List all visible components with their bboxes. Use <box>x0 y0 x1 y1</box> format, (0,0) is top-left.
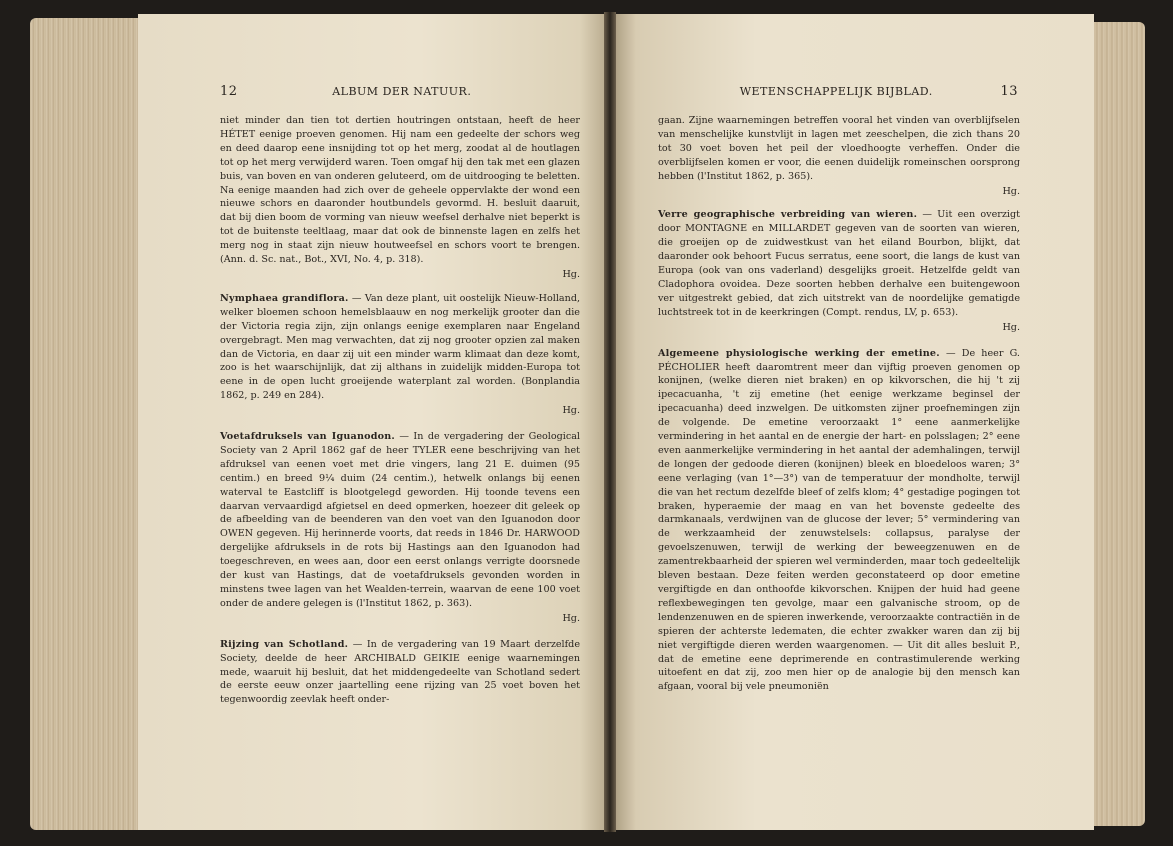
signature: Hg. <box>562 612 580 624</box>
right-running-head <box>658 84 1018 99</box>
right-page <box>612 14 1094 830</box>
article-body: — In de vergadering der Geological Society van 2 April 1862 gaf de heer TYLER eene beschrijving van het afdruksel van eenen voet met drie vingers, lang 21 E. duimen (95 centim.) en breed 9¼ duim (24 centim.), hetwelk onlangs bij eenen waterval te Eastcliff is blootgelegd geworden. Hij toonde tevens een daarvan vervaardigd afgietsel en deed opmerken, hoezeer dit geleek op de afbeelding van de beenderen van den voet van den Iguanodon door OWEN gegeven. Hij herinnerde voorts, dat reeds in 1846 Dr. HARWOOD dergelijke afdruksels in de rots bij Hastings aan den Iguanodon had toegeschreven, en wees aan, door een eerst onlangs verrigte doorsnede der kust van Hastings, dat de voetafdruksels gevonden worden in minstens twee lagen van het Wealden-terrein, waarvan de eene 100 voet onder de andere gelegen is (l'Institut 1862, p. 363). <box>220 431 580 609</box>
left-running-title: ALBUM DER NATUUR. <box>332 85 472 98</box>
continued-text: gaan. Zijne waarnemingen betreffen vooral het vinden van overblijfselen van menschelijke kunstvlijt in lagen met zeeschelpen, die zich thans 20 tot 30 voet boven het peil der vloedhoogte verheffen. Onder die overblijfselen komen er voor, die eenen duidelijk romeinschen oorsprong hebben (l'Institut 1862, p. 365). <box>658 115 1020 182</box>
article-title: Algemeene physiologische werking der emetine. <box>658 347 940 359</box>
article-iguanodon <box>220 430 580 626</box>
right-page-text <box>658 114 1020 706</box>
article-title: Rijzing van Schotland. <box>220 638 349 650</box>
article-wieren <box>658 208 1020 334</box>
page-edges-left <box>30 18 140 830</box>
continued-article <box>658 114 1020 198</box>
continued-article <box>220 114 580 282</box>
article-body: — Van deze plant, uit oostelijk Nieuw-Holland, welker bloemen schoon hemelsblaauw en nog merkelijk grooter dan die der Victoria regia zijn, zijn onlangs eenige exemplaren naar Engeland overgebragt. Men mag verwachten, dat zij nog grooter opzien zal maken dan de Victoria, en daar zij uit een minder warm klimaat dan deze komt, zoo is het waarschijnlijk, dat zij althans in zuidelijk midden-Europa tot eene in de open lucht groeijende waterplant zal worden. (Bonplandia 1862, p. 249 en 284). <box>220 292 581 402</box>
article-nymphaea <box>220 292 580 418</box>
left-running-head <box>220 84 580 99</box>
right-running-title: WETENSCHAPPELIJK BIJBLAD. <box>739 85 933 98</box>
signature: Hg. <box>1002 185 1020 197</box>
article-body: — Uit een overzigt door MONTAGNE en MILLARDET gegeven van de soorten van wieren, die groeijen op de zuidwestkust van het eiland Bourbon, blijkt, dat daaronder ook behoort Fucus serratus, eene soort, die langs de kust van Europa (ook van ons vaderland) desgelijks groeit. Hetzelfde geldt van Cladophora ovoidea. Deze soorten hebben derhalve een buitengewoon ver uitgestrekt gebied, dat zich uitstrekt van de noordelijke gematigde luchtstreek tot in de keerkringen (Compt. rendus, LV, p. 653). <box>658 209 1020 318</box>
article-title: Voetafdruksels van Iguanodon. <box>220 431 395 443</box>
left-page-text <box>220 114 580 719</box>
article-title: Verre geographische verbreiding van wieren. <box>658 209 918 221</box>
article-title: Nymphaea grandiflora. <box>220 292 349 304</box>
article-emetine <box>658 347 1020 695</box>
left-page-number: 12 <box>220 84 238 99</box>
signature: Hg. <box>1002 321 1020 333</box>
left-page <box>138 14 608 830</box>
article-body: — De heer G. PÉCHOLIER heeft daaromtrent meer dan vijftig proeven genomen op konijnen, (welke dieren niet braken) en op kikvorschen, die hij 't zij ipecacuanha, 't zij emetine (het eenige werkzame beginsel der ipecacuanha) deed inzwelgen. De uitkomsten zijner proefnemingen zijn de volgende. De emetine veroorzaakt 1° eene aanmerkelijke vermindering in het aantal en de energie der hart- en polsslagen; 2° eene even aanmerkelijke vermindering in het aantal der ademhalingen, terwijl de longen der gedoode dieren (konijnen) bleek en bloedeloos waren; 3° eene verlaging (van 1°—3°) van de temperatuur der mondholte, terwijl die van het rectum dezelfde bleef of zelfs klom; 4° gestadige pogingen tot braken, hyperaemie der maag en van het bovenste gedeelte des darmkanaals, verdwijnen van de glucose der lever; 5° vermindering van de werkzaamheid der zenuwstelsels: collapsus, paralyse der gevoelszenuwen, terwijl de werking der beweegzenuwen en de zamentrekbaarheid der spieren wel verminderden, maar toch gedeeltelijk bleven bestaan. Deze feiten werden geconstateerd op door emetine vergiftigde en dan onthoofde kikvorschen. Knijpen der huid had geene reflexbewegingen ten gevolge, maar een galvanische stroom, op de lendenzenuwen en de spieren inwerkende, veroorzaakte contractiën in de spieren der achterste ledematen, die echter zwakker waren dan zij bij niet vergiftigde dieren werden waargenomen. — Uit dit alles besluit P., dat de emetine eene deprimerende en contrastimulerende werking uitoefent en dat zij, zoo men hier op de analogie bij den mensch kan afgaan, vooral bij vele pneumoniën <box>658 347 1020 693</box>
article-body: — In de vergadering van 19 Maart derzelfde Society, deelde de heer ARCHIBALD GEIKIE eenige waarnemingen mede, waaruit hij besluit, dat het middengedeelte van Schotland sedert de eerste eeuw onzer jaartelling eene rijzing van 25 voet boven het tegenwoordig zeevlak heeft onder- <box>220 638 580 706</box>
continued-text: niet minder dan tien tot dertien houtringen ontstaan, heeft de heer HÉTET eenige proeven genomen. Hij nam een gedeelte der schors weg en deed daarop eene insnijding tot op het merg, zoodat al de houtlagen tot op het merg verwijderd waren. Toen omgaf hij den tak met een glazen buis, van boven en van onderen geluteerd, om de uitdrooging te beletten. Na eenige maanden had zich over de geheele oppervlakte der wond een nieuwe schors en daaronder houtbundels gevormd. H. besluit daaruit, dat bij dien boom de vorming van nieuw weefsel derhalve niet beperkt is tot de buitenste teeltlaag, maar dat ook de binnenste lagen en zelfs het merg nog in staat zijn nieuw houtweefsel en schors voort te brengen. (Ann. d. Sc. nat., Bot., XVI, No. 4, p. 318). <box>220 115 580 266</box>
signature: Hg. <box>562 268 580 280</box>
page-edges-right <box>1090 22 1145 826</box>
signature: Hg. <box>562 405 580 417</box>
book-gutter <box>604 12 616 832</box>
right-page-number: 13 <box>1000 84 1018 99</box>
article-schotland <box>220 638 580 708</box>
